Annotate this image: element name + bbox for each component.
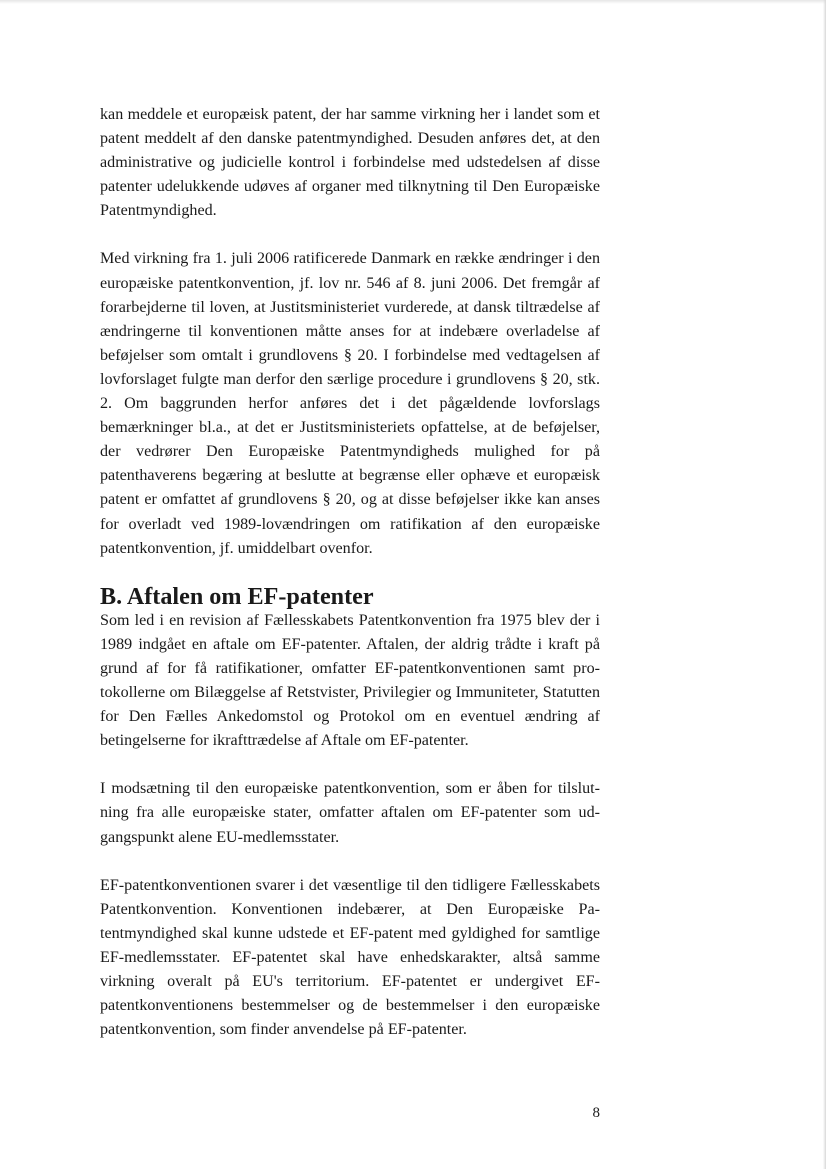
page-number: 8: [592, 1105, 600, 1121]
paragraph-ef-convention: EF-patentkonventionen svarer i det væsentlige til den tidligere Fællesskabets Patentkonvention. Konventionen indebærer, at Den Europæiske Patentmyndighed skal kunne udstede et EF-patent med gyldighed for samtlige EF-medlemsstater. EF-patentet skal have enhedskarakter, altså samme virkning overalt på EU's territorium. EF-patentet er undergivet EF-patentkonventionens bestemmelser og de bestemmelser i den europæiske patentkonvention, som finder anvendelse på EF-patenter.: [100, 876, 600, 1039]
scan-edge-top: [0, 0, 826, 4]
paragraph-member-states: I modsætning til den europæiske patentkonvention, som er åben for tilslutning fra alle europæiske stater, omfatter aftalen om EF-patenter som udgangspunkt alene EU-medlemsstater.: [100, 780, 600, 846]
paragraph-ratification-2006: Med virkning fra 1. juli 2006 ratificerede Danmark en række ændringer i den europæiske patentkonvention, jf. lov nr. 546 af 8. juni 2006. Det fremgår af forarbejderne til loven, at Justitsministeriet vurderede, at dansk tiltrædelse af ændringerne til konventionen måtte anses for at indebære overladelse af beføjelser som omtalt i grundlovens § 20. I forbindelse med vedtagelsen af lovforslaget fulgte man derfor den særlige procedure i grundlovens § 20, stk. 2. Om baggrunden herfor anføres det i det pågældende lovforslags bemærkninger bl.a., at det er Justitsministeriets opfattelse, at de beføjelser, der vedrører Den Europæiske Patentmyndigheds mulighed for på patenthaverens begæring at beslutte at begrænse eller ophæve et europæisk patent er omfattet af grundlovens § 20, og at disse beføjelser ikke kan anses for overladt ved 1989-lovændringen om ratifikation af den europæiske patentkonvention, jf. umiddelbart ovenfor.: [100, 250, 600, 557]
paragraph-ef-agreement: Som led i en revision af Fællesskabets Patentkonvention fra 1975 blev der i 1989 indgået en aftale om EF-patenter. Aftalen, der aldrig trådte i kraft på grund af for få ratifikationer, omfatter EF-patentkonventionen samt protokollerne om Bilæggelse af Retstvister, Privilegier og Immuniteter, Statutten for Den Fælles Ankedomstol og Protokol om en eventuel ændring af betingelserne for ikrafttrædelse af Aftale om EF-patenter.: [100, 611, 600, 750]
page-body: [100, 103, 600, 1042]
paragraph-patent-authority: kan meddele et europæisk patent, der har samme virkning her i landet som et patent meddelt af den danske patentmyndighed. Desuden anføres det, at den administrative og judicielle kontrol i forbindelse med udstedelsen af disse patenter udelukkende udøves af organer med tilknytning til Den Europæiske Patentmyndighed.: [100, 106, 600, 220]
section-heading: B. Aftalen om EF-patenter: [100, 582, 374, 610]
